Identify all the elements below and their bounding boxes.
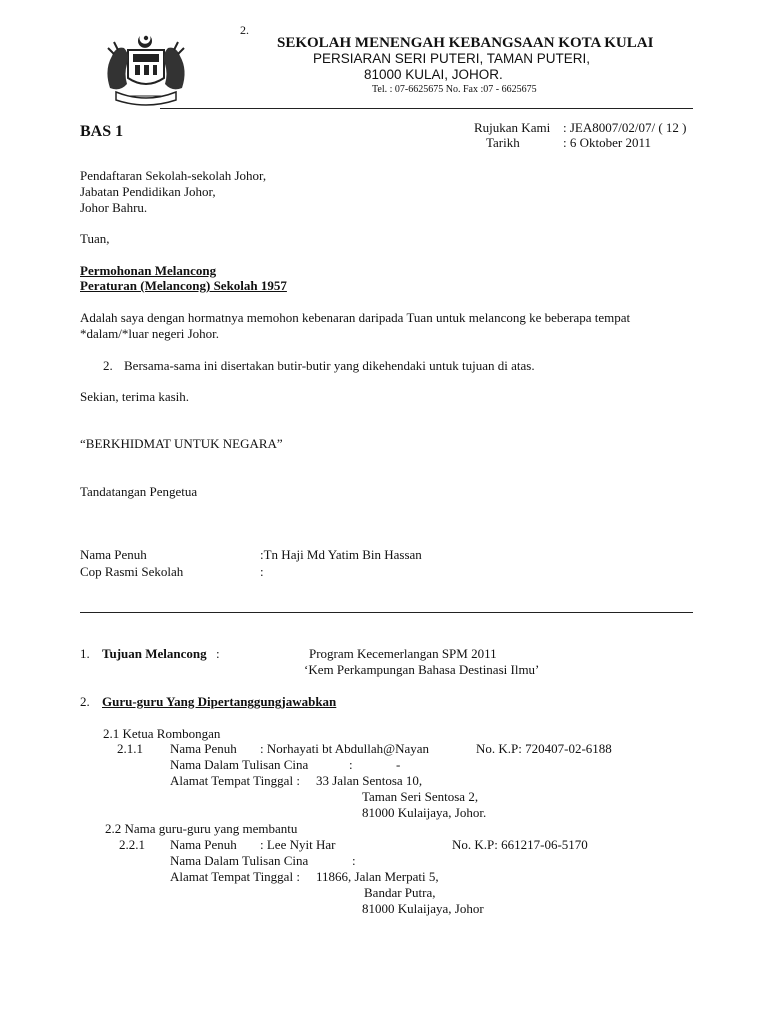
item-2-2-1-number: 2.2.1 — [119, 837, 145, 852]
subject-line1: Permohonan Melancong — [80, 263, 217, 278]
school-name: SEKOLAH MENENGAH KEBANGSAAN KOTA KULAI — [277, 35, 654, 51]
item-2-1-1-address-line1: 33 Jalan Sentosa 10, — [316, 773, 423, 788]
section1-value-line1: Program Kecemerlangan SPM 2011 — [309, 646, 497, 661]
date-label: Tarikh — [486, 135, 520, 150]
item-2-2-1-chinese-label: Nama Dalam Tulisan Cina — [170, 853, 309, 868]
section1-label: Tujuan Melancong — [102, 646, 207, 661]
fullname-value: :Tn Haji Md Yatim Bin Hassan — [260, 547, 422, 562]
header-divider — [160, 108, 693, 109]
recipient-line2: Jabatan Pendidikan Johor, — [80, 184, 216, 199]
item-2-2-1-name-value: : Lee Nyit Har — [260, 837, 336, 852]
item-2-1-1-kp: No. K.P: 720407-02-6188 — [476, 741, 612, 756]
section2-number: 2. — [80, 694, 90, 709]
recipient-line3: Johor Bahru. — [80, 200, 148, 215]
section2-title: Guru-guru Yang Dipertanggungjawabkan — [102, 694, 337, 709]
closing: Sekian, terima kasih. — [80, 389, 190, 404]
section-divider — [80, 612, 693, 613]
section1-colon: : — [216, 646, 220, 661]
paragraph1-line2: *dalam/*luar negeri Johor. — [80, 326, 219, 341]
subsection-2-2: 2.2 Nama guru-guru yang membantu — [105, 821, 298, 836]
item-2-1-1-number: 2.1.1 — [117, 741, 143, 756]
paragraph2-number: 2. — [103, 358, 113, 373]
fullname-label: Nama Penuh — [80, 547, 147, 562]
subject-line2: Peraturan (Melancong) Sekolah 1957 — [80, 278, 287, 293]
school-address-line2: 81000 KULAI, JOHOR. — [364, 67, 503, 82]
section1-number: 1. — [80, 646, 90, 661]
section1-value-line2: ‘Kem Perkampungan Bahasa Destinasi Ilmu’ — [304, 662, 540, 677]
paragraph1-line1: Adalah saya dengan hormatnya memohon kebenaran daripada Tuan untuk melancong ke beberapa tempat — [80, 310, 631, 325]
recipient-line1: Pendaftaran Sekolah-sekolah Johor, — [80, 168, 267, 183]
item-2-2-1-address-label: Alamat Tempat Tinggal : — [170, 869, 300, 884]
school-address-line1: PERSIARAN SERI PUTERI, TAMAN PUTERI, — [313, 51, 591, 66]
item-2-1-1-address-label: Alamat Tempat Tinggal : — [170, 773, 300, 788]
reference-value: : JEA8007/02/07/ ( 12 ) — [563, 120, 687, 135]
coat-of-arms-icon — [100, 30, 192, 108]
page-number: 2. — [240, 23, 249, 37]
paragraph2-text: Bersama-sama ini disertakan butir-butir yang dikehendaki untuk tujuan di atas. — [124, 358, 535, 373]
signature-label: Tandatangan Pengetua — [80, 484, 198, 499]
form-code: BAS 1 — [80, 123, 124, 140]
stamp-value: : — [260, 564, 264, 579]
item-2-1-1-chinese-colon: : — [349, 757, 353, 772]
item-2-1-1-address-line2: Taman Seri Sentosa 2, — [362, 789, 479, 804]
motto: “BERKHIDMAT UNTUK NEGARA” — [80, 436, 283, 451]
item-2-2-1-name-label: Nama Penuh — [170, 837, 237, 852]
item-2-1-1-name-value: : Norhayati bt Abdullah@Nayan — [260, 741, 430, 756]
item-2-2-1-chinese-colon: : — [352, 853, 356, 868]
item-2-1-1-name-label: Nama Penuh — [170, 741, 237, 756]
item-2-1-1-chinese-value: - — [396, 757, 401, 772]
school-contact: Tel. : 07-6625675 No. Fax :07 - 6625675 — [372, 84, 537, 95]
item-2-2-1-address-line3: 81000 Kulaijaya, Johor — [362, 901, 484, 916]
reference-label: Rujukan Kami — [474, 120, 551, 135]
item-2-2-1-address-line1: 11866, Jalan Merpati 5, — [316, 869, 439, 884]
date-value: : 6 Oktober 2011 — [563, 135, 651, 150]
item-2-1-1-chinese-label: Nama Dalam Tulisan Cina — [170, 757, 309, 772]
salutation: Tuan, — [80, 231, 110, 246]
subsection-2-1: 2.1 Ketua Rombongan — [103, 726, 221, 741]
item-2-2-1-kp: No. K.P: 661217-06-5170 — [452, 837, 588, 852]
item-2-2-1-address-line2: Bandar Putra, — [364, 885, 436, 900]
item-2-1-1-address-line3: 81000 Kulaijaya, Johor. — [362, 805, 487, 820]
stamp-label: Cop Rasmi Sekolah — [80, 564, 184, 579]
